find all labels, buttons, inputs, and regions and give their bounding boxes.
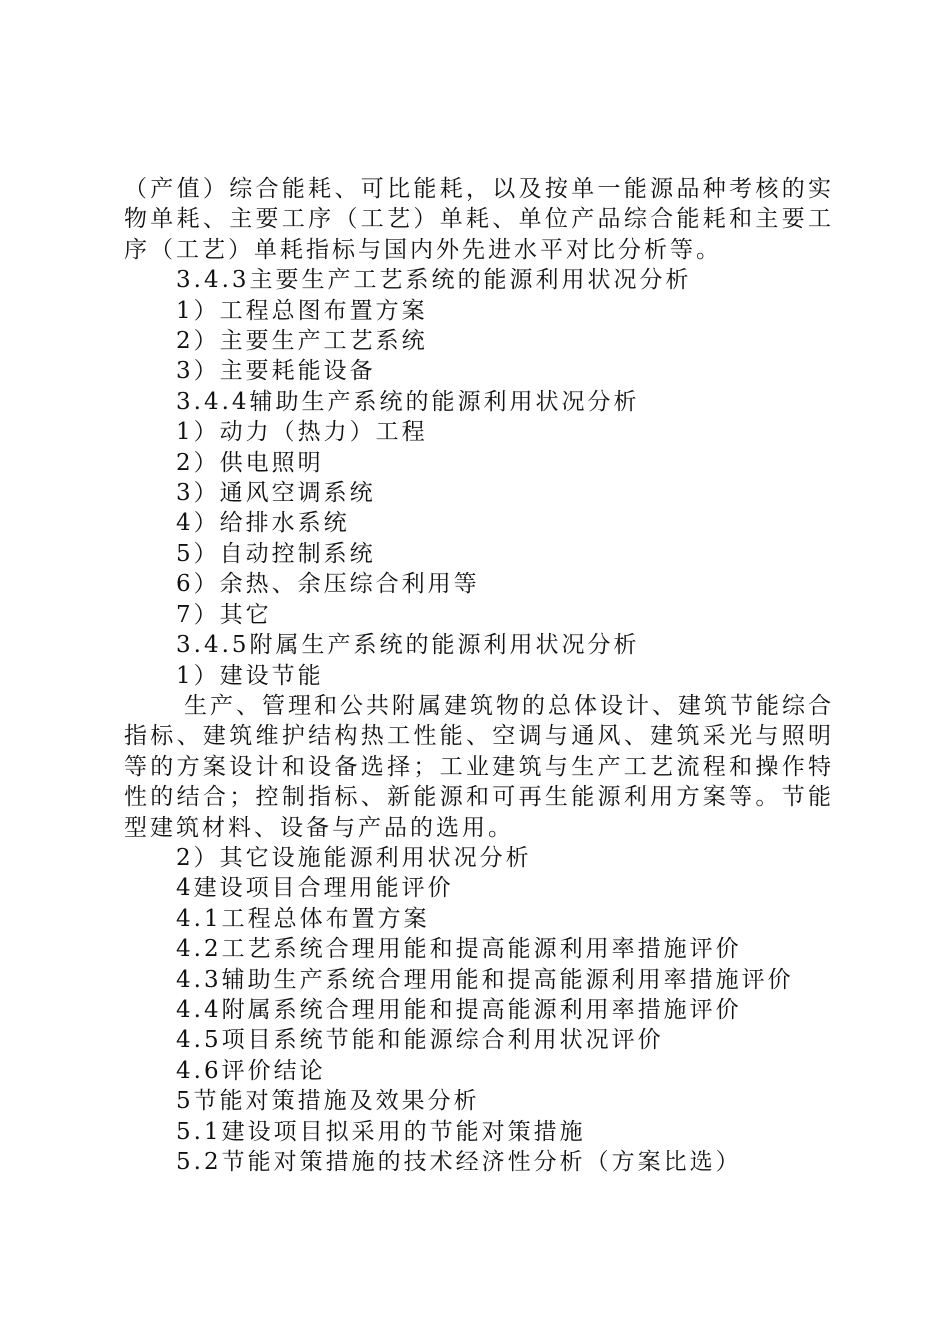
paragraph-intro: （产值）综合能耗、可比能耗，以及按单一能源品种考核的实物单耗、主要工序（工艺）单耗、单位产品综合能耗和主要工序（工艺）单耗指标与国内外先进水平对比分析等。 xyxy=(124,176,834,263)
heading-3-4-3: 3.4.3主要生产工艺系统的能源利用状况分析 xyxy=(176,267,692,294)
heading-4: 4建设项目合理用能评价 xyxy=(176,875,454,902)
list-item: 3）通风空调系统 xyxy=(176,480,376,507)
document-body xyxy=(124,174,834,1177)
heading-4-2: 4.2工艺系统合理用能和提高能源利用率措施评价 xyxy=(176,936,742,963)
list-item: 1）工程总图布置方案 xyxy=(176,297,428,324)
heading-4-6: 4.6评价结论 xyxy=(176,1057,326,1084)
list-item: 4）给排水系统 xyxy=(176,510,350,537)
list-item: 3）主要耗能设备 xyxy=(176,358,376,385)
heading-4-5: 4.5项目系统节能和能源综合利用状况评价 xyxy=(176,1027,664,1054)
heading-4-1: 4.1工程总体布置方案 xyxy=(176,905,430,932)
list-item: 2）其它设施能源利用状况分析 xyxy=(176,844,532,871)
paragraph-building-energy: 生产、管理和公共附属建筑物的总体设计、建筑节能综合指标、建筑维护结构热工性能、空调与通风、建筑采光与照明等的方案设计和设备选择；工业建筑与生产工艺流程和操作特性的结合；控制指标、新能源和可再生能源利用方案等。节能型建筑材料、设备与产品的选用。 xyxy=(124,692,834,841)
list-item: 6）余热、余压综合利用等 xyxy=(176,571,480,598)
heading-4-4: 4.4附属系统合理用能和提高能源利用率措施评价 xyxy=(176,996,742,1023)
heading-5-2: 5.2节能对策措施的技术经济性分析（方案比选） xyxy=(176,1149,742,1175)
heading-5-1: 5.1建设项目拟采用的节能对策措施 xyxy=(176,1118,586,1145)
list-item: 1）建设节能 xyxy=(176,662,324,689)
list-item: 7）其它 xyxy=(176,601,272,628)
list-item: 1）动力（热力）工程 xyxy=(176,419,428,446)
heading-3-4-5: 3.4.5附属生产系统的能源利用状况分析 xyxy=(176,632,640,659)
heading-3-4-4: 3.4.4辅助生产系统的能源利用状况分析 xyxy=(176,388,640,415)
list-item: 2）主要生产工艺系统 xyxy=(176,328,428,355)
list-item: 2）供电照明 xyxy=(176,449,324,476)
list-item: 5）自动控制系统 xyxy=(176,540,376,567)
heading-4-3: 4.3辅助生产系统合理用能和提高能源利用率措施评价 xyxy=(176,966,794,993)
heading-5: 5节能对策措施及效果分析 xyxy=(176,1088,480,1115)
